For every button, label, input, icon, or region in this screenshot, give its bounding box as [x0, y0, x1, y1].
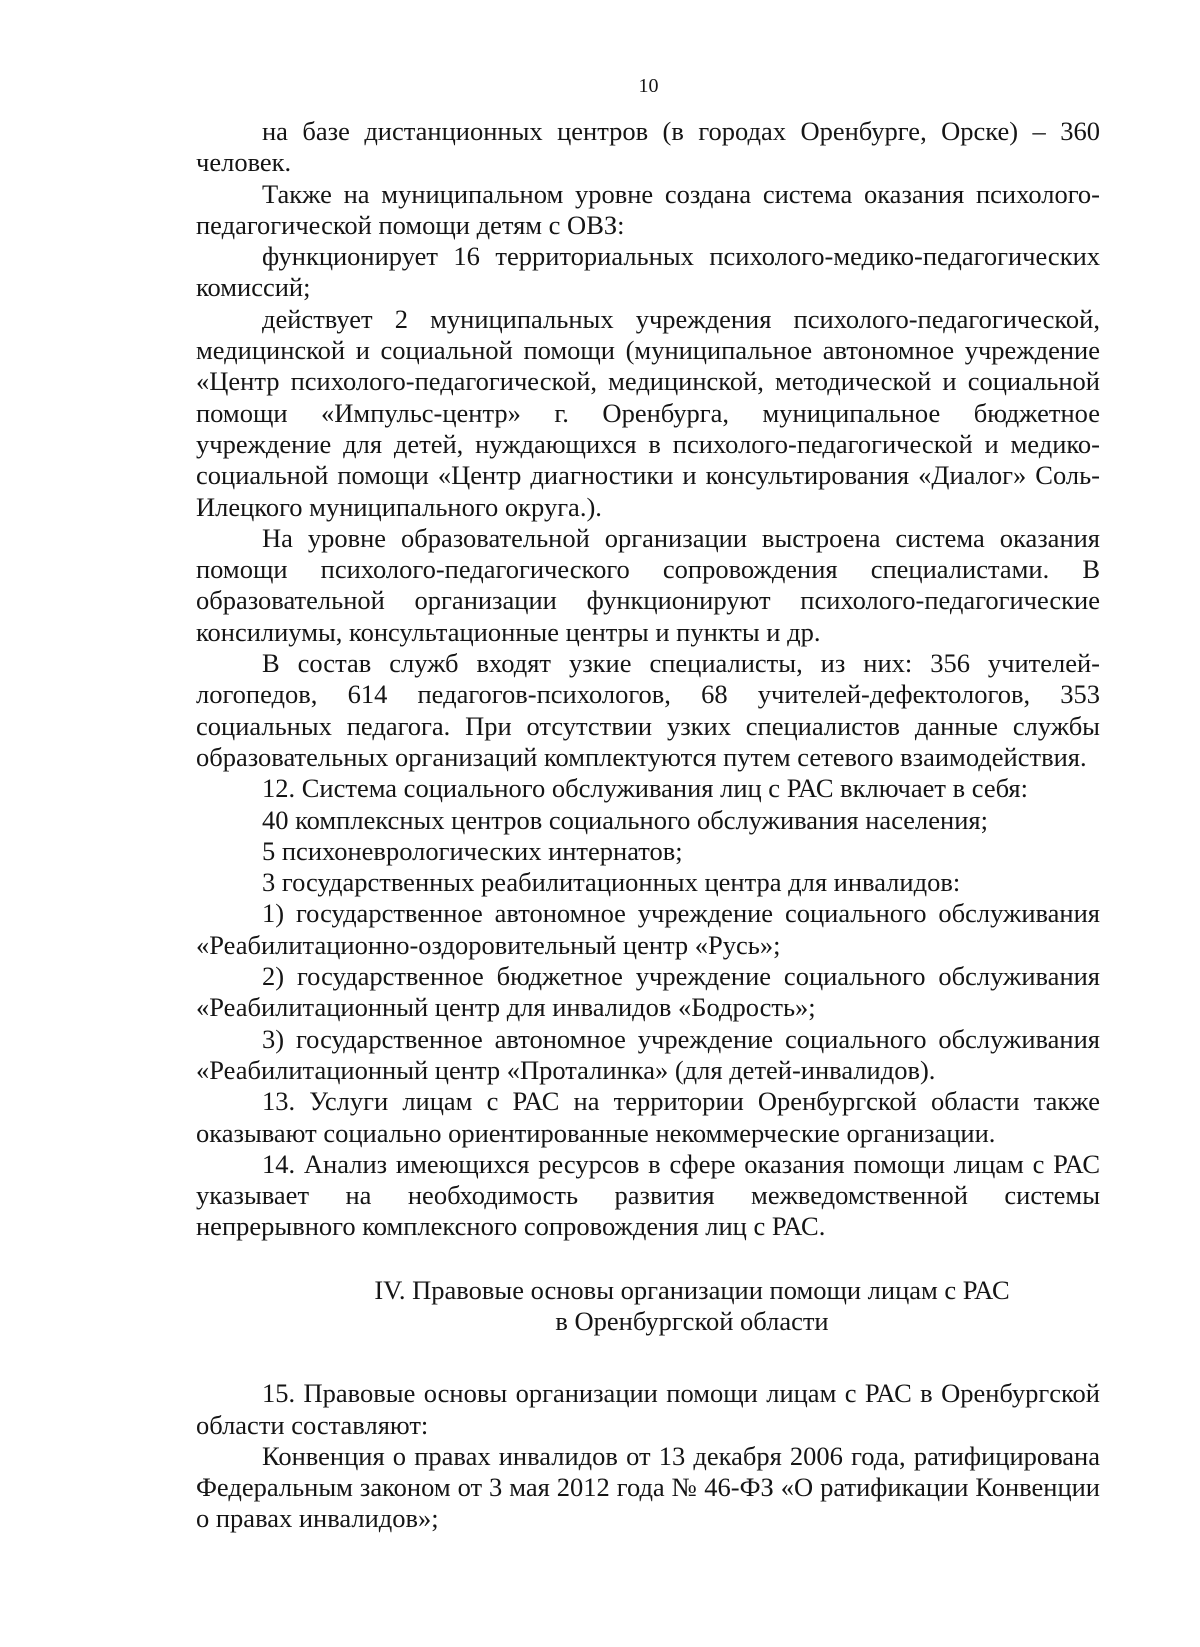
- paragraph: 15. Правовые основы организации помощи лицам с РАС в Оренбургской области составляют:: [196, 1378, 1100, 1440]
- paragraph: 3 государственных реабилитационных центра для инвалидов:: [262, 867, 961, 898]
- paragraph: На уровне образовательной организации выстроена система оказания помощи психолого-педагогического сопровождения специалистами. В образовательной организации функционируют психолого-педагогические консилиумы, консультационные центры и пункты и др.: [196, 522, 1100, 647]
- paragraph: 5 психоневрологических интернатов;: [262, 835, 683, 866]
- paragraph: В состав служб входят узкие специалисты, из них: 356 учителей-логопедов, 614 педагогов-психологов, 68 учителей-дефектологов, 353 социальных педагога. При отсутствии узких специалистов данные службы образовательных организаций комплектуются путем сетевого взаимодействия.: [196, 648, 1100, 772]
- paragraph: функционирует 16 территориальных психолого-медико-педагогических комиссий;: [196, 241, 1100, 303]
- paragraph: 40 комплексных центров социального обслуживания населения;: [262, 804, 988, 835]
- paragraph: действует 2 муниципальных учреждения психолого-педагогической, медицинской и социальной помощи (муниципальное автономное учреждение «Центр психолого-педагогической, медицинской, методической и социальной помощи «Импульс-центр» г. Оренбурга, муниципальное бюджетное учреждение для детей, нуждающихся в психолого-педагогической и медико-социальной помощи «Центр диагностики и консультирования «Диалог» Соль-Илецкого муниципального округа.).: [196, 303, 1100, 522]
- paragraphs-after-heading: [196, 1378, 1100, 1534]
- section-heading-line-2: в Оренбургской области: [555, 1305, 829, 1336]
- paragraph: Конвенция о правах инвалидов от 13 декабря 2006 года, ратифицирована Федеральным законом от 3 мая 2012 года № 46-ФЗ «О ратификации Конвенции о правах инвалидов»;: [196, 1440, 1100, 1534]
- paragraph: 13. Услуги лицам с РАС на территории Оренбургской области также оказывают социально ориентированные некоммерческие организации.: [196, 1086, 1100, 1148]
- paragraph: 12. Система социального обслуживания лиц с РАС включает в себя:: [262, 773, 1028, 804]
- paragraph: на базе дистанционных центров (в городах Оренбурге, Орске) – 360 человек.: [196, 116, 1100, 178]
- document-body: [196, 116, 1100, 1535]
- section-heading-line-1: IV. Правовые основы организации помощи лицам с РАС: [374, 1274, 1010, 1305]
- paragraphs-before-heading: [196, 116, 1100, 1243]
- paragraph: 2) государственное бюджетное учреждение социального обслуживания «Реабилитационный центр для инвалидов «Бодрость»;: [196, 961, 1100, 1023]
- paragraph: 3) государственное автономное учреждение социального обслуживания «Реабилитационный центр «Проталинка» (для детей-инвалидов).: [196, 1023, 1100, 1085]
- paragraph: 14. Анализ имеющихся ресурсов в сфере оказания помощи лицам с РАС указывает на необходимость развития межведомственной системы непрерывного комплексного сопровождения лиц с РАС.: [196, 1148, 1100, 1242]
- section-heading: [196, 1275, 1100, 1338]
- paragraph: 1) государственное автономное учреждение социального обслуживания «Реабилитационно-оздоровительный центр «Русь»;: [196, 898, 1100, 960]
- page-number: 10: [638, 75, 659, 97]
- paragraph: Также на муниципальном уровне создана система оказания психолого-педагогической помощи детям с ОВЗ:: [196, 178, 1100, 240]
